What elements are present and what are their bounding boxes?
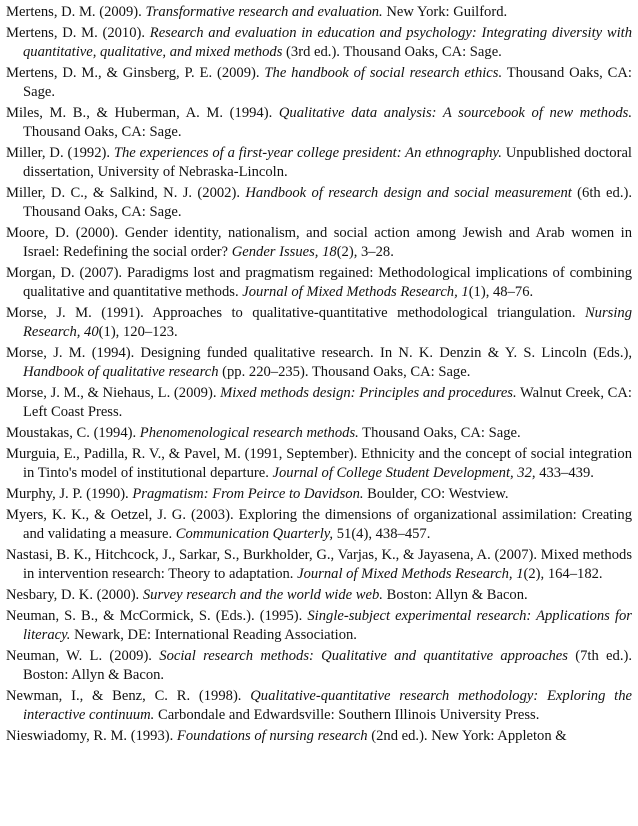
reference-entry	[6, 546, 632, 584]
reference-italic-segment: Journal of Mixed Methods Research, 1	[242, 284, 469, 300]
reference-italic-segment: Journal of Mixed Methods Research, 1	[297, 566, 524, 583]
reference-segment: Mertens, D. M. (2010).	[6, 25, 150, 42]
reference-italic-segment: Qualitative-quantitative research methodology: Exploring the interactive continuum.	[23, 688, 632, 724]
reference-italic-segment: Pragmatism: From Peirce to Davidson.	[132, 486, 364, 503]
reference-segment: Unpublished doctoral dissertation, University of Nebraska-Lincoln.	[23, 145, 632, 180]
reference-segment: Newark, DE: International Reading Association.	[70, 627, 357, 644]
reference-italic-segment: Foundations of nursing research	[176, 728, 368, 745]
reference-italic-segment: The handbook of social research ethics.	[264, 65, 503, 82]
reference-segment: (2), 3–28.	[336, 244, 394, 260]
reference-italic-segment: Gender Issues, 18	[231, 244, 337, 260]
reference-segment: Myers, K. K., & Oetzel, J. G. (2003). Exploring the dimensions of organizational assimilation: Creating and validating a measure.	[6, 507, 632, 543]
reference-list	[6, 3, 632, 746]
reference-italic-segment: Mixed methods design: Principles and procedures.	[220, 385, 517, 402]
reference-italic-segment: Handbook of qualitative research	[23, 364, 219, 380]
reference-italic-segment: Qualitative data analysis: A sourcebook of new methods.	[278, 105, 632, 122]
reference-entry	[6, 485, 632, 504]
reference-segment: Thousand Oaks, CA: Sage.	[23, 65, 632, 100]
reference-entry	[6, 607, 632, 645]
reference-entry	[6, 304, 632, 342]
reference-italic-segment: Transformative research and evaluation.	[145, 4, 383, 20]
reference-segment: Morse, J. M. (1991). Approaches to qualitative-quantitative methodological triangulation.	[6, 305, 585, 322]
reference-italic-segment: Handbook of research design and social measurement	[245, 185, 572, 202]
reference-italic-segment: Journal of College Student Development, 32,	[272, 465, 536, 482]
reference-segment: Morgan, D. (2007). Paradigms lost and pragmatism regained: Methodological implications of combining qualitative and quantitative methods.	[6, 265, 632, 300]
reference-entry	[6, 3, 632, 22]
reference-segment: 433–439.	[535, 465, 594, 482]
reference-entry	[6, 184, 632, 222]
reference-segment: Murphy, J. P. (1990).	[6, 486, 133, 503]
reference-segment: (3rd ed.). Thousand Oaks, CA: Sage.	[282, 44, 502, 60]
reference-segment: Mertens, D. M. (2009).	[6, 4, 146, 20]
reference-segment: Moustakas, C. (1994).	[6, 425, 140, 442]
reference-segment: Neuman, W. L. (2009).	[6, 648, 160, 665]
reference-segment: Carbondale and Edwardsville: Southern Illinois University Press.	[154, 707, 540, 724]
reference-segment: Boston: Allyn & Bacon.	[382, 587, 528, 604]
reference-segment: (2), 164–182.	[523, 566, 603, 583]
reference-entry	[6, 586, 632, 605]
reference-entry	[6, 424, 632, 443]
reference-segment: Nieswiadomy, R. M. (1993).	[6, 728, 177, 745]
reference-entry	[6, 445, 632, 483]
reference-segment: (1), 48–76.	[468, 284, 534, 300]
reference-segment: Mertens, D. M., & Ginsberg, P. E. (2009).	[6, 65, 265, 82]
reference-segment: Morse, J. M. (1994). Designing funded qualitative research. In N. K. Denzin & Y. S. Lincoln (Eds.),	[6, 345, 632, 362]
reference-segment: Boulder, CO: Westview.	[363, 486, 509, 503]
reference-segment: (pp. 220–235). Thousand Oaks, CA: Sage.	[218, 364, 471, 380]
reference-italic-segment: The experiences of a first-year college president: An ethnography.	[113, 145, 502, 162]
reference-segment: Miller, D. C., & Salkind, N. J. (2002).	[6, 185, 246, 202]
reference-segment: Thousand Oaks, CA: Sage.	[358, 425, 521, 442]
reference-italic-segment: Survey research and the world wide web.	[142, 587, 383, 604]
reference-entry	[6, 144, 632, 182]
reference-italic-segment: Nursing Research, 40	[23, 305, 632, 340]
reference-segment: (7th ed.). Boston: Allyn & Bacon.	[23, 648, 632, 684]
reference-entry	[6, 104, 632, 142]
reference-segment: Moore, D. (2000). Gender identity, nationalism, and social action among Jewish and Arab women in Israel: Redefining the social order?	[6, 225, 632, 260]
reference-segment: Nastasi, B. K., Hitchcock, J., Sarkar, S., Burkholder, G., Varjas, K., & Jayasena, A. (2007). Mixed methods in intervention research: Theory to adaptation.	[6, 547, 632, 583]
reference-italic-segment: Communication Quarterly,	[175, 526, 334, 543]
reference-segment: Thousand Oaks, CA: Sage.	[23, 124, 182, 140]
reference-entry	[6, 506, 632, 544]
reference-segment: (1), 120–123.	[98, 324, 178, 340]
reference-entry	[6, 344, 632, 382]
reference-segment: (2nd ed.). New York: Appleton &	[367, 728, 567, 745]
reference-entry	[6, 727, 632, 746]
reference-segment: Morse, J. M., & Niehaus, L. (2009).	[6, 385, 221, 402]
reference-entry	[6, 264, 632, 302]
reference-italic-segment: Research and evaluation in education and psychology: Integrating diversity with quantitative, qualitative, and mixed methods	[23, 25, 632, 60]
reference-segment: Miller, D. (1992).	[6, 145, 114, 162]
reference-segment: New York: Guilford.	[382, 4, 508, 20]
reference-segment: Murguia, E., Padilla, R. V., & Pavel, M. (1991, September). Ethnicity and the concept of social integration in Tinto's model of institutional departure.	[6, 446, 632, 482]
reference-segment: Nesbary, D. K. (2000).	[6, 587, 143, 604]
reference-segment: Walnut Creek, CA: Left Coast Press.	[23, 385, 632, 420]
reference-entry	[6, 224, 632, 262]
reference-entry	[6, 64, 632, 102]
reference-entry	[6, 24, 632, 62]
reference-italic-segment: Phenomenological research methods.	[139, 425, 359, 442]
reference-segment: (6th ed.). Thousand Oaks, CA: Sage.	[23, 185, 632, 220]
reference-entry	[6, 687, 632, 725]
reference-segment: Newman, I., & Benz, C. R. (1998).	[6, 688, 251, 705]
reference-entry	[6, 647, 632, 685]
reference-segment: Neuman, S. B., & McCormick, S. (Eds.). (1995).	[6, 608, 308, 625]
reference-italic-segment: Single-subject experimental research: Applications for literacy.	[23, 608, 632, 644]
reference-segment: Miles, M. B., & Huberman, A. M. (1994).	[6, 105, 279, 122]
reference-segment: 51(4), 438–457.	[333, 526, 431, 543]
reference-entry	[6, 384, 632, 422]
reference-italic-segment: Social research methods: Qualitative and quantitative approaches	[159, 648, 568, 665]
